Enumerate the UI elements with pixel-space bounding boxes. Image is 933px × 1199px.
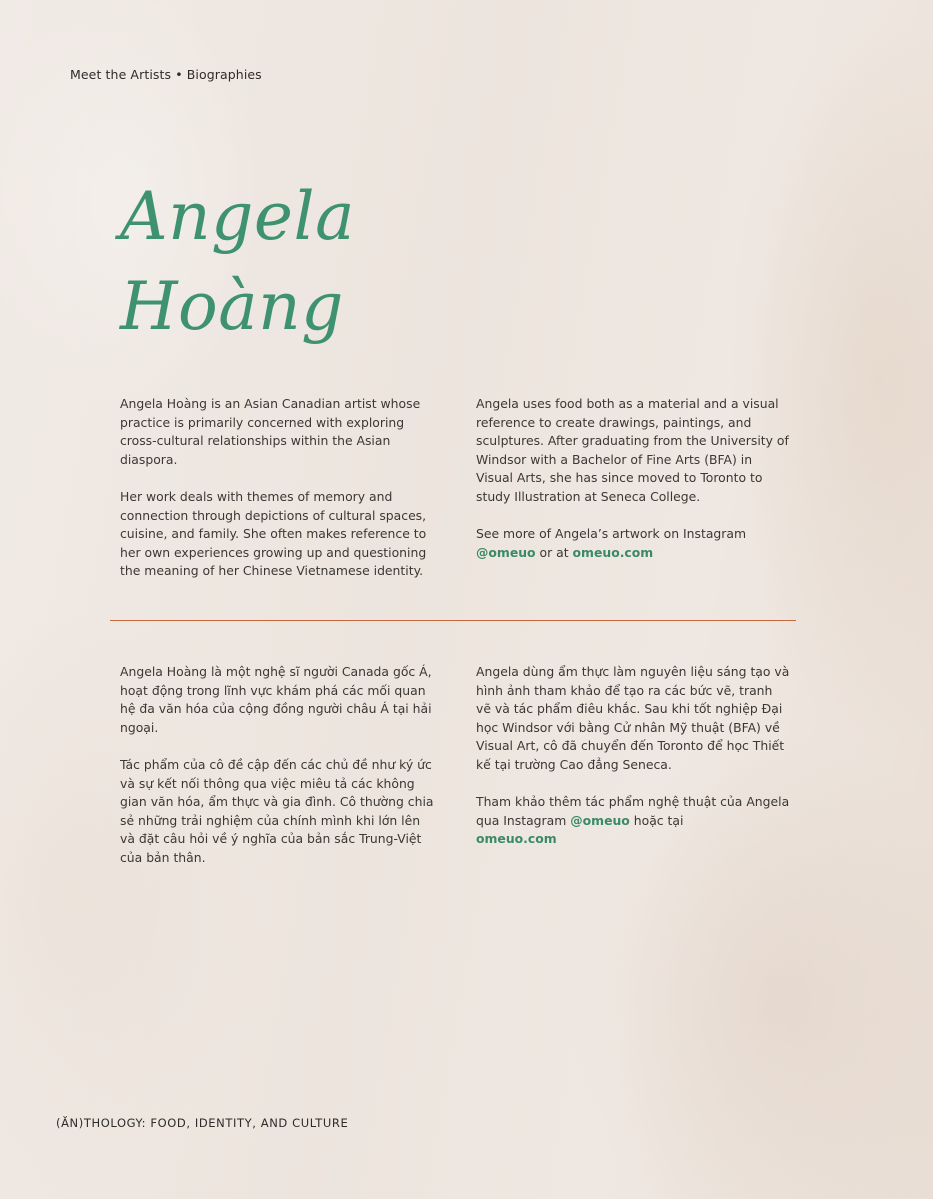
section-breadcrumb: Meet the Artists • Biographies bbox=[70, 67, 262, 82]
english-bio-right-column bbox=[476, 395, 791, 581]
english-links-mid: or at bbox=[539, 544, 569, 560]
website-link[interactable]: omeuo.com bbox=[572, 544, 654, 560]
english-bio-paragraph-3: Angela uses food both as a material and a visual reference to create drawings, paintings, and sculptures. After graduating from the University of Windsor with a Bachelor of Fine Arts (BFA) in Visual Arts, she has since moved to Toronto to study Illustration at Seneca College. bbox=[476, 396, 789, 504]
english-bio-left-column bbox=[120, 395, 435, 600]
vietnamese-bio-right-column bbox=[476, 663, 791, 868]
artist-last-name: Hoàng bbox=[120, 268, 344, 345]
vietnamese-bio-paragraph-3: Angela dùng ẩm thực làm nguyên liệu sáng tạo và hình ảnh tham khảo để tạo ra các bức vẽ, tranh vẽ và tác phẩm điêu khắc. Sau khi tốt nghiệp Đại học Windsor với bằng Cử nhân Mỹ thuật (BFA) về Visual Art, cô đã chuyển đến Toronto để học Thiết kế tại trường Cao đẳng Seneca. bbox=[476, 664, 790, 772]
artist-first-name: Angela bbox=[120, 178, 355, 255]
english-bio-paragraph-1: Angela Hoàng is an Asian Canadian artist whose practice is primarily concerned with exploring cross-cultural relationships within the Asian diaspora. bbox=[120, 396, 421, 467]
section-divider bbox=[110, 620, 796, 621]
english-bio-paragraph-2: Her work deals with themes of memory and connection through depictions of cultural spaces, cuisine, and family. She often makes reference to her own experiences growing up and questioning the meaning of her Chinese Vietnamese identity. bbox=[120, 488, 427, 579]
vietnamese-bio-paragraph-1: Angela Hoàng là một nghệ sĩ người Canada gốc Á, hoạt động trong lĩnh vực khám phá các mối quan hệ đa văn hóa của cộng đồng người châu Á tại hải ngoại. bbox=[120, 664, 432, 735]
website-link-vi[interactable]: omeuo.com bbox=[476, 831, 557, 847]
vietnamese-bio-left-column bbox=[120, 663, 435, 886]
english-links-prefix: See more of Angela’s artwork on Instagram bbox=[476, 526, 747, 542]
vietnamese-links-mid: hoặc tại bbox=[633, 812, 684, 828]
instagram-link-vi[interactable]: @omeuo bbox=[570, 812, 630, 828]
vietnamese-bio-paragraph-2: Tác phẩm của cô đề cập đến các chủ đề như ký ức và sự kết nối thông qua việc miêu tả các không gian văn hóa, ẩm thực và gia đình. Cô thường chia sẻ những trải nghiệm của chính mình khi lớn lên và đặt câu hỏi về ý nghĩa của bản sắc Trung-Việt của bản thân. bbox=[120, 756, 434, 865]
artist-name-title bbox=[120, 172, 355, 352]
instagram-link[interactable]: @omeuo bbox=[476, 544, 536, 560]
english-links-paragraph bbox=[476, 525, 791, 562]
publication-footer: (ĂN)THOLOGY: FOOD, IDENTITY, AND CULTURE bbox=[56, 1116, 349, 1130]
vietnamese-links-prefix: Tham khảo thêm tác phẩm nghệ thuật của Angela qua Instagram bbox=[476, 794, 790, 828]
vietnamese-links-paragraph bbox=[476, 793, 791, 849]
